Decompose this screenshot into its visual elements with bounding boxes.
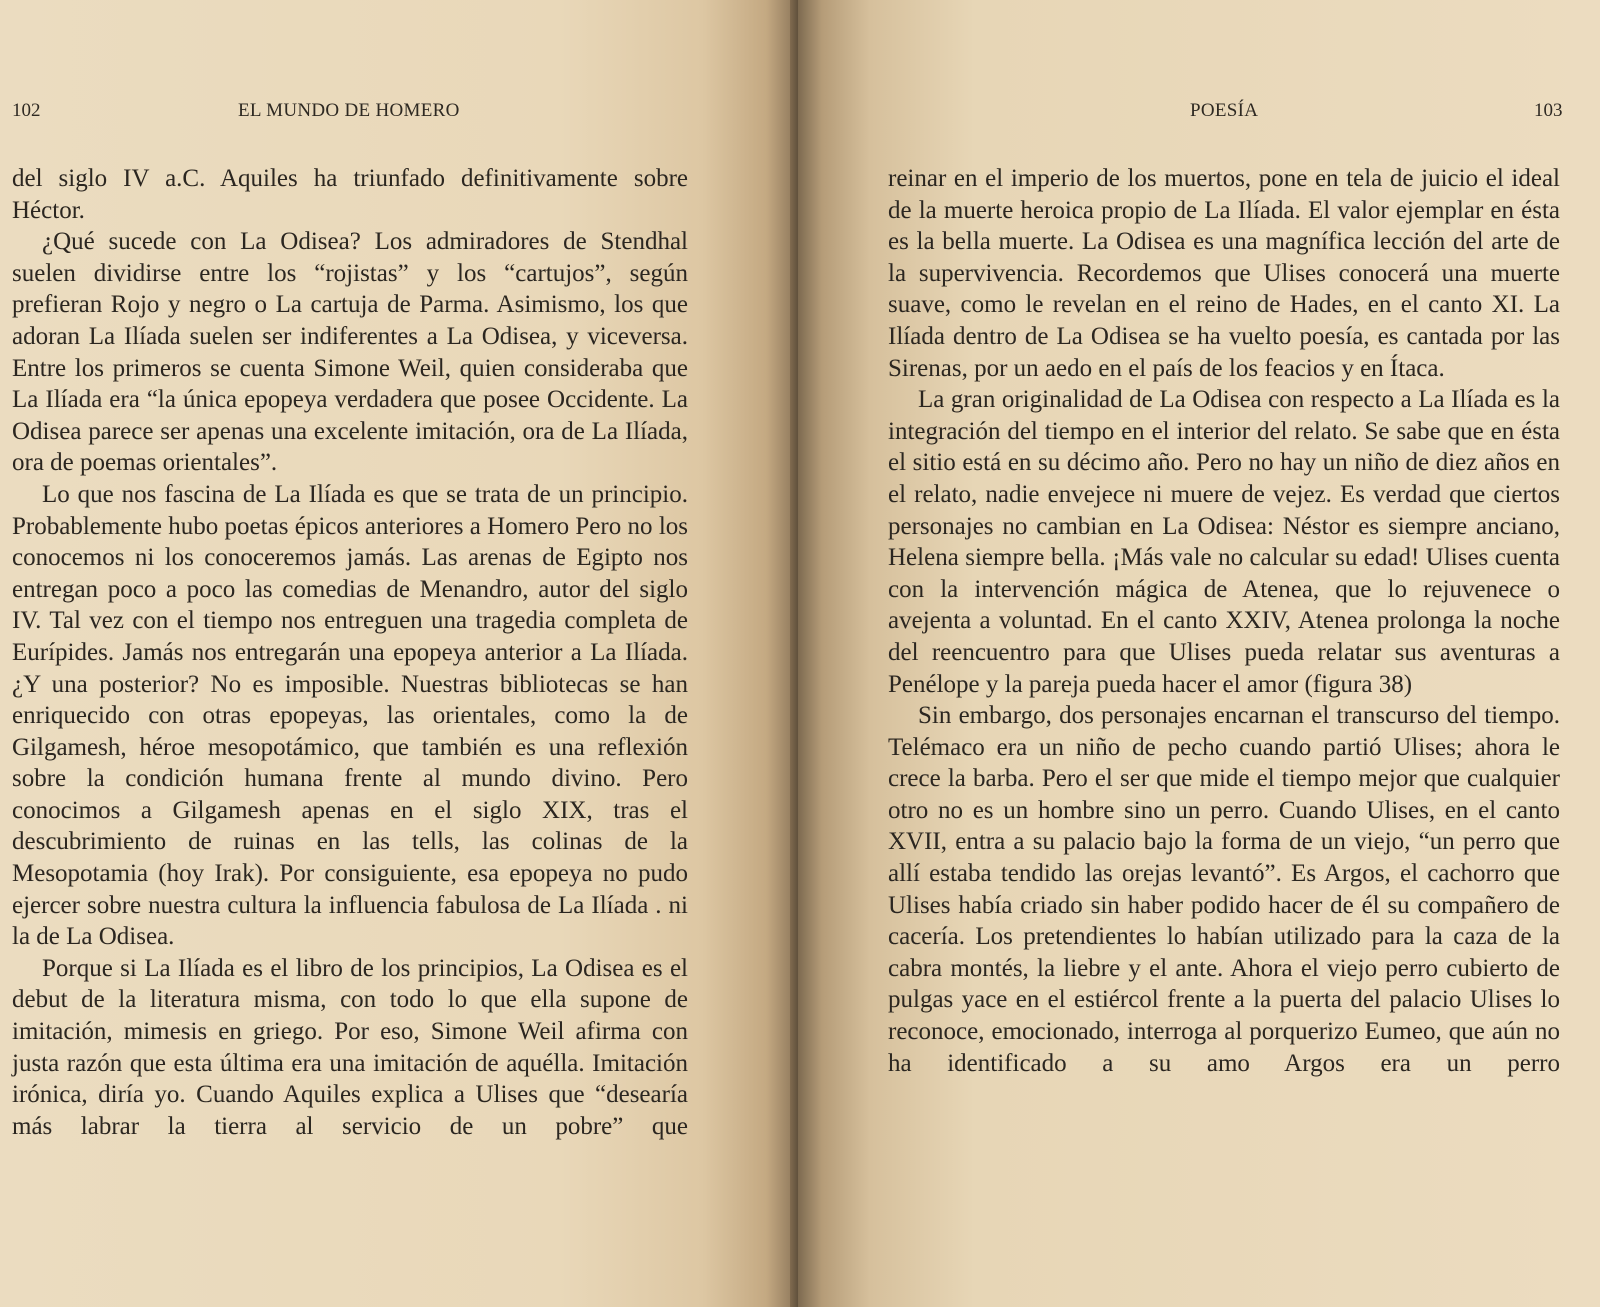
body-text: [12, 163, 688, 1142]
paragraph: La gran originalidad de La Odisea con respecto a La Ilíada es la integración del tiempo en el interior del relato. Se sabe que en ésta el sitio está en su décimo año. Pero no hay un niño de diez años en el relato, nadie envejece ni muere de vejez. Es verdad que ciertos personajes no cambian en La Odisea: Néstor es siempre anciano, Helena siempre bella. ¡Más vale no calcular su edad! Ulises cuenta con la intervención mágica de Atenea, que lo rejuvenece o avejenta a voluntad. En el canto XXIV, Atenea prolonga la noche del reencuentro para que Ulises pueda relatar sus aventuras a Penélope y la pareja pueda hacer el amor (figura 38): [888, 386, 1560, 698]
page-number: 102: [12, 100, 41, 121]
right-page: [798, 0, 1600, 1307]
page-number: 103: [1534, 100, 1563, 121]
running-head: POESÍA: [1190, 100, 1259, 121]
left-page: [0, 0, 798, 1307]
paragraph: Sin embargo, dos personajes encarnan el transcurso del tiempo. Telémaco era un niño de pecho cuando partió Ulises; ahora le crece la barba. Pero el ser que mide el tiempo mejor que cualquier otro no es un hombre sino un perro. Cuando Ulises, en el canto XVII, entra a su palacio bajo la forma de un viejo, “un perro que allí estaba tendido las orejas levantó”. Es Argos, el cachorro que Ulises había criado sin haber podido hacer de él su compañero de cacería. Los pretendientes lo habían utilizado para la caza de la cabra montés, la liebre y el ante. Ahora el viejo perro cubierto de pulgas yace en el estiércol frente a la puerta del palacio Ulises lo reconoce, emocionado, interroga al porquerizo Eumeo, que aún no ha identificado a su amo Argos era un perro: [888, 702, 1560, 1077]
paragraph: ¿Qué sucede con La Odisea? Los admiradores de Stendhal suelen dividirse entre los “rojistas” y los “cartujos”, según prefieran Rojo y negro o La cartuja de Parma. Asimismo, los que adoran La Ilíada suelen ser indiferentes a La Odisea, y viceversa. Entre los primeros se cuenta Simone Weil, quien consideraba que La Ilíada era “la única epopeya verdadera que posee Occidente. La Odisea parece ser apenas una excelente imitación, ora de La Ilíada, ora de poemas orientales”.: [12, 228, 688, 477]
paragraph: Lo que nos fascina de La Ilíada es que se trata de un principio. Probablemente hubo poetas épicos anteriores a Homero Pero no los conocemos ni los conoceremos jamás. Las arenas de Egipto nos entregan poco a poco las comedias de Menandro, autor del siglo IV. Tal vez con el tiempo nos entreguen una tragedia completa de Eurípides. Jamás nos entregarán una epopeya anterior a La Ilíada. ¿Y una posterior? No es imposible. Nuestras bibliotecas se han enriquecido con otras epopeyas, las orientales, como la de Gilgamesh, héroe mesopotámico, que también es una reflexión sobre la condición humana frente al mundo divino. Pero conocimos a Gilgamesh apenas en el siglo XIX, tras el descubrimiento de ruinas en las tells, las colinas de la Mesopotamia (hoy Irak). Por consiguiente, esa epopeya no pudo ejercer sobre nuestra cultura la influencia fabulosa de La Ilíada . ni la de La Odisea.: [12, 480, 688, 951]
running-head: EL MUNDO DE HOMERO: [238, 100, 460, 121]
paragraph: reinar en el imperio de los muertos, pone en tela de juicio el ideal de la muerte heroica propio de La Ilíada. El valor ejemplar en ésta es la bella muerte. La Odisea es una magnífica lección del arte de la supervivencia. Recordemos que Ulises conocerá una muerte suave, como le revelan en el reino de Hades, en el canto XI. La Ilíada dentro de La Odisea se ha vuelto poesía, es cantada por las Sirenas, por un aedo en el país de los feacios y en Ítaca.: [888, 165, 1560, 382]
paragraph: del siglo IV a.C. Aquiles ha triunfado definitivamente sobre Héctor.: [12, 165, 688, 224]
paragraph: Porque si La Ilíada es el libro de los principios, La Odisea es el debut de la literatura misma, con todo lo que ella supone de imitación, mimesis en griego. Por eso, Simone Weil afirma con justa razón que esta última era una imitación de aquélla. Imitación irónica, diría yo. Cuando Aquiles explica a Ulises que “desearía más labrar la tierra al servicio de un pobre” que: [12, 954, 688, 1140]
body-text: [888, 163, 1560, 1079]
